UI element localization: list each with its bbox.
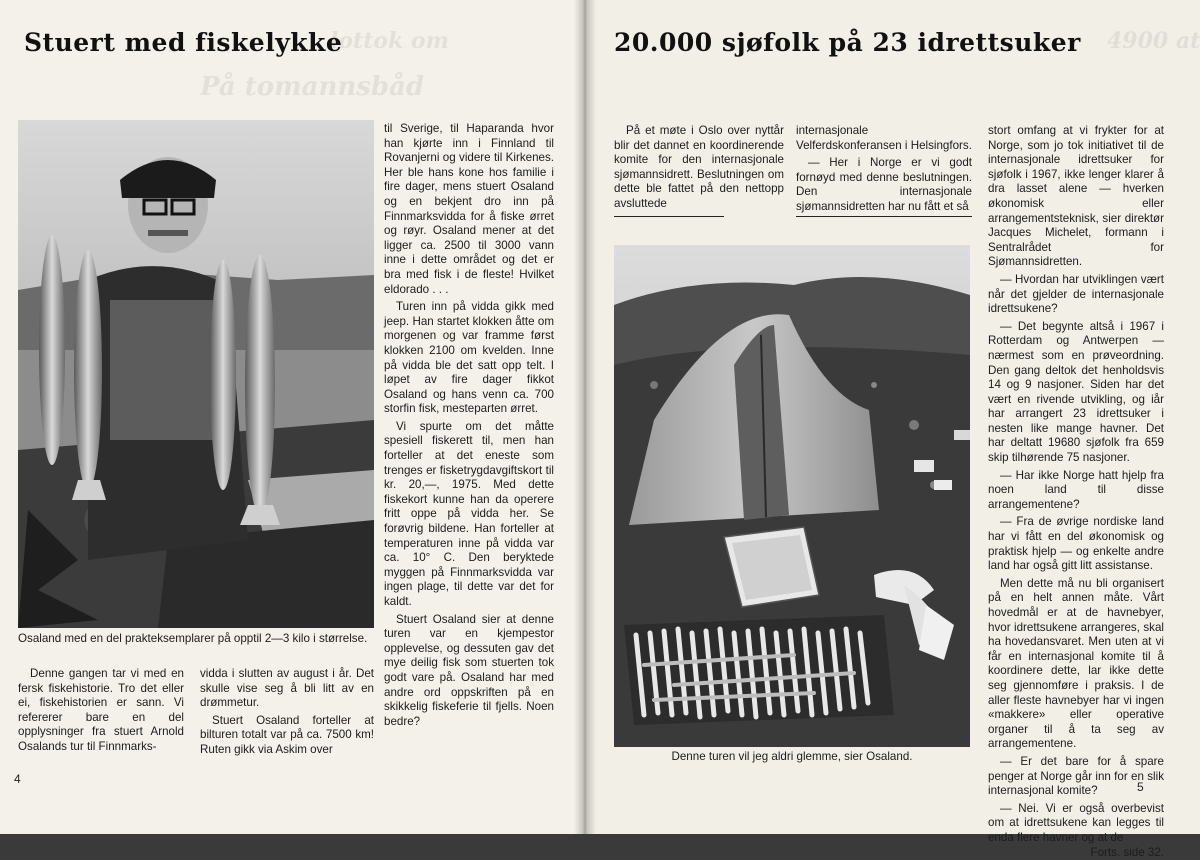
article-column-3 (988, 124, 1164, 860)
book-gutter (574, 0, 596, 834)
paragraph: Men dette må nu bli organisert på en helt annen måte. Vårt hovedmål er at de havnebyer, hvor idrettsukene arrangeres, skal ha hovedansvaret. Men uten at vi får en internasjonal komite til å koordinere dette, lar ikke dette seg gjennomføre i praksis. I de aller fleste havnebyer har vi ingen «makkere» eller operative organer til å ta seg av arrangementene. (988, 577, 1164, 752)
continued-note: Forts. side 32. (988, 846, 1164, 860)
article-column-1 (18, 667, 184, 755)
paragraph: internasjonale Velferdskonferansen i Helsingfors. (796, 124, 972, 153)
photo-caption: Denne turen vil jeg aldri glemme, sier Osaland. (622, 750, 962, 765)
paragraph: — Hvordan har utviklingen vært når det gjelder de internasjonale idrettsukene? (988, 273, 1164, 317)
article-heading: 20.000 sjøfolk på 23 idrettsuker (614, 28, 1081, 57)
paragraph: til Sverige, til Haparanda hvor han kjørte inn i Finnland til Rovanjerni og videre til Kirkenes. Her ble hans kone hos familie i fire dager, mens stuert Osaland og en bekjent dro inn på Finnmarksvidda for å fiske ørret og røyr. Osaland mener at det ligger ca. 2500 til 3000 vann inne i dette området og det er bra med fisk i de fleste! Hvilket eldorado . . . (384, 122, 554, 297)
left-page (0, 0, 586, 834)
bleed-through-text: På tomannsbåd (200, 72, 424, 102)
paragraph: — Det begynte altså i 1967 i Rotterdam og Antwerpen — nærmest som en prøveordning. Den gang deltok det henholdsvis 14 og 9 nasjoner. Siden har det vært en rivende utvikling, og iår har arrangert 23 idrettsuker i nesten like mange havner. Det har deltatt 19680 sjøfolk fra 659 skip tilhørende 75 nasjoner. (988, 320, 1164, 466)
paragraph: Denne gangen tar vi med en fersk fiskehistorie. Tro det eller ei, fiskehistorien er sann. Vi refererer bare en del opplysninger fra stuert Arnold Osalands tur til Finnmarks- (18, 667, 184, 755)
paragraph: Vi spurte om det måtte spesiell fiskerett til, men han forteller at det eneste som trenges er fisketrygdavgiftskort til kr. 20,—, 1975. Med dette fiskekort kunne han da operere fritt oppe på vidda her. Se forøvrig bildene. Han forteller at temperaturen inne på vidda var ca. 10° C. Den beryktede myggen på Finnmarksvidda var ingen plage, til dette var det for kaldt. (384, 420, 554, 610)
tent-photo (614, 245, 970, 747)
paragraph: — Har ikke Norge hatt hjelp fra noen land til disse arrangementene? (988, 469, 1164, 513)
article-column-2 (200, 667, 374, 758)
paragraph: Stuert Osaland sier at denne turen var en kjempestor opplevelse, og dessuten gav det mye deilig fisk som stuerten tok godt vare på. Osaland har med andre ord oppskriften på en skikkelig fiskeferie til fjells. Noen bedre? (384, 613, 554, 730)
paragraph: — Er det bare for å spare penger at Norge går inn for en slik internasjonal komite? (988, 755, 1164, 799)
column-divider-rule (614, 216, 724, 217)
article-column-2 (796, 124, 972, 215)
right-page (582, 0, 1200, 834)
article-column-1 (614, 124, 784, 212)
article-column-3 (384, 122, 554, 729)
paragraph: stort omfang at vi frykter for at Norge, som jo tok initiativet til de internasjonale idrettsuker for sjøfolk i 1967, ikke lenger klarer å dra lasset alene — hverken økonomisk eller arrangementsteknisk, sier direktør Jacques Michelet, formann i Sentralrådet for Sjømannsidretten. (988, 124, 1164, 270)
paragraph: Turen inn på vidda gikk med jeep. Han startet klokken åtte om morgenen og var framme først klokken 2100 om kvelden. Inne på vidda ble det satt opp telt. I løpet av fire dager fikkot Osaland og hans venn ca. 700 storfin fisk, mesteparten ørret. (384, 300, 554, 417)
paragraph: På et møte i Oslo over nyttår blir det dannet en koordinerende komite for den internasjonale sjømannsidrett. Beslutningen om dette ble fattet på den nettopp avsluttede (614, 124, 784, 212)
paragraph: — Her i Norge er vi godt fornøyd med denne beslutningen. Den internasjonale sjømannsidretten har nu fått et så (796, 156, 972, 214)
article-heading: Stuert med fiskelykke (24, 28, 342, 57)
page-number: 5 (1137, 780, 1144, 794)
paragraph: — Nei. Vi er også overbevist om at idrettsukene kan legges til enda flere havner og at de (988, 802, 1164, 846)
paragraph: Stuert Osaland forteller at bilturen totalt var på ca. 7500 km! Ruten gikk via Askim over (200, 714, 374, 758)
paragraph: — Fra de øvrige nordiske land har vi fått en del økonomisk og praktisk hjelp — og enkelte andre land har også gitt litt assistanse. (988, 515, 1164, 573)
paragraph: vidda i slutten av august i år. Det skulle vise seg å bli litt av en drømmetur. (200, 667, 374, 711)
photo-caption: Osaland med en del prakteksemplarer på opptil 2—3 kilo i størrelse. (18, 632, 374, 647)
fisherman-photo (18, 120, 374, 628)
page-number: 4 (14, 772, 21, 786)
column-divider-rule (796, 216, 972, 217)
bleed-through-text: 4900 at (1107, 28, 1200, 54)
bleed-through-text: lottok om (330, 28, 449, 54)
